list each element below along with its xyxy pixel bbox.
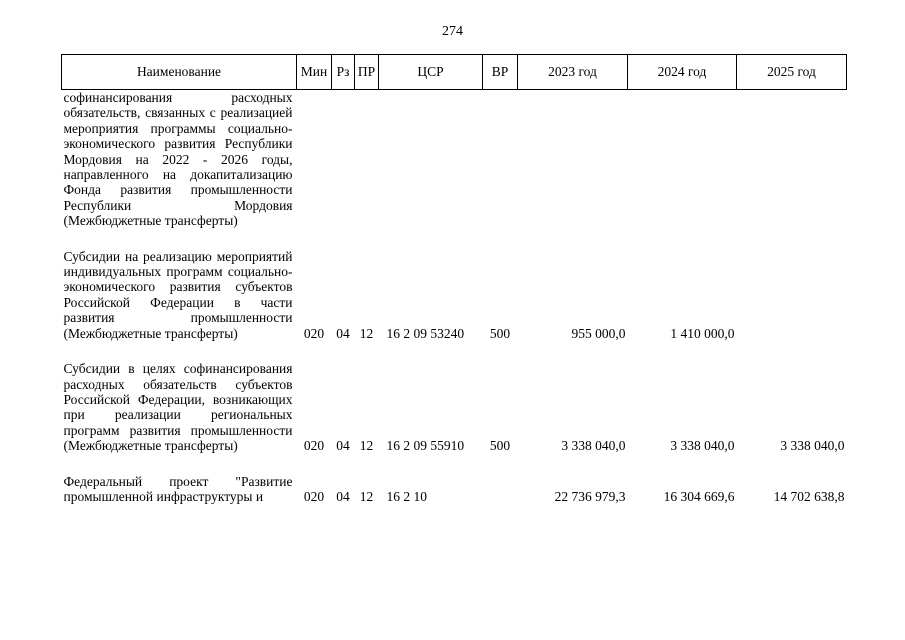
row-2025 (737, 90, 847, 229)
row-name: Субсидии на реализацию мероприятий индивидуальных программ социально-экономического развития субъектов Российской Федерации в части развития промышленности (Межбюджетные трансферты) (63, 248, 293, 341)
header-vr: ВР (483, 55, 518, 90)
row-min (297, 90, 332, 229)
row-vr: 500 (489, 438, 511, 454)
header-2023: 2023 год (518, 55, 628, 90)
table-body (62, 90, 847, 505)
row-csr: 16 2 09 53240 (386, 325, 465, 341)
header-min: Мин (297, 55, 332, 90)
row-spacer (62, 341, 847, 361)
budget-table (61, 54, 847, 504)
row-spacer (62, 454, 847, 474)
row-2024: 1 410 000,0 (670, 325, 735, 341)
page-number: 274 (442, 24, 463, 39)
header-csr: ЦСР (379, 55, 483, 90)
row-spacer (62, 229, 847, 249)
row-vr (483, 90, 518, 229)
row-2024 (628, 90, 737, 229)
row-2025: 14 702 638,8 (773, 488, 845, 504)
table-row (62, 474, 847, 505)
header-2024: 2024 год (628, 55, 737, 90)
row-2023 (518, 90, 628, 229)
header-2025: 2025 год (737, 55, 847, 90)
row-vr (483, 474, 518, 505)
row-name: софинансирования расходных обязательств, связанных с реализацией мероприятия программы социально-экономического развития Республики Мордовия на 2022 - 2026 годы, направленного на докапитализацию Фонда развития промышленности Республики Мордовия (Межбюджетные трансферты) (63, 90, 293, 229)
table-header (62, 55, 847, 90)
row-rz: 04 (336, 488, 350, 504)
header-name: Наименование (62, 55, 297, 90)
row-min: 020 (303, 488, 325, 504)
row-min: 020 (303, 438, 325, 454)
row-min: 020 (303, 325, 325, 341)
table-row (62, 90, 847, 229)
row-rz: 04 (336, 438, 350, 454)
row-2023: 955 000,0 (571, 325, 626, 341)
row-2024: 3 338 040,0 (670, 438, 735, 454)
row-2025 (737, 249, 847, 341)
row-csr (379, 90, 483, 229)
row-rz: 04 (336, 325, 350, 341)
header-rz: Рз (332, 55, 355, 90)
table-row (62, 361, 847, 453)
row-csr: 16 2 10 (386, 488, 427, 504)
header-pr: ПР (355, 55, 379, 90)
row-2023: 22 736 979,3 (554, 488, 626, 504)
row-csr: 16 2 09 55910 (386, 438, 465, 454)
row-rz (332, 90, 355, 229)
row-name: Федеральный проект "Развитие промышленной инфраструктуры и (63, 473, 293, 504)
row-name: Субсидии в целях софинансирования расходных обязательств субъектов Российской Федерации, возникающих при реализации региональных программ развития промышленности (Межбюджетные трансферты) (63, 361, 293, 454)
table-row (62, 249, 847, 341)
row-pr: 12 (359, 438, 374, 454)
row-pr (355, 90, 379, 229)
row-pr: 12 (359, 488, 374, 504)
row-2023: 3 338 040,0 (561, 438, 626, 454)
row-2024: 16 304 669,6 (663, 488, 735, 504)
row-2025: 3 338 040,0 (780, 438, 845, 454)
row-vr: 500 (489, 325, 511, 341)
row-pr: 12 (359, 325, 374, 341)
